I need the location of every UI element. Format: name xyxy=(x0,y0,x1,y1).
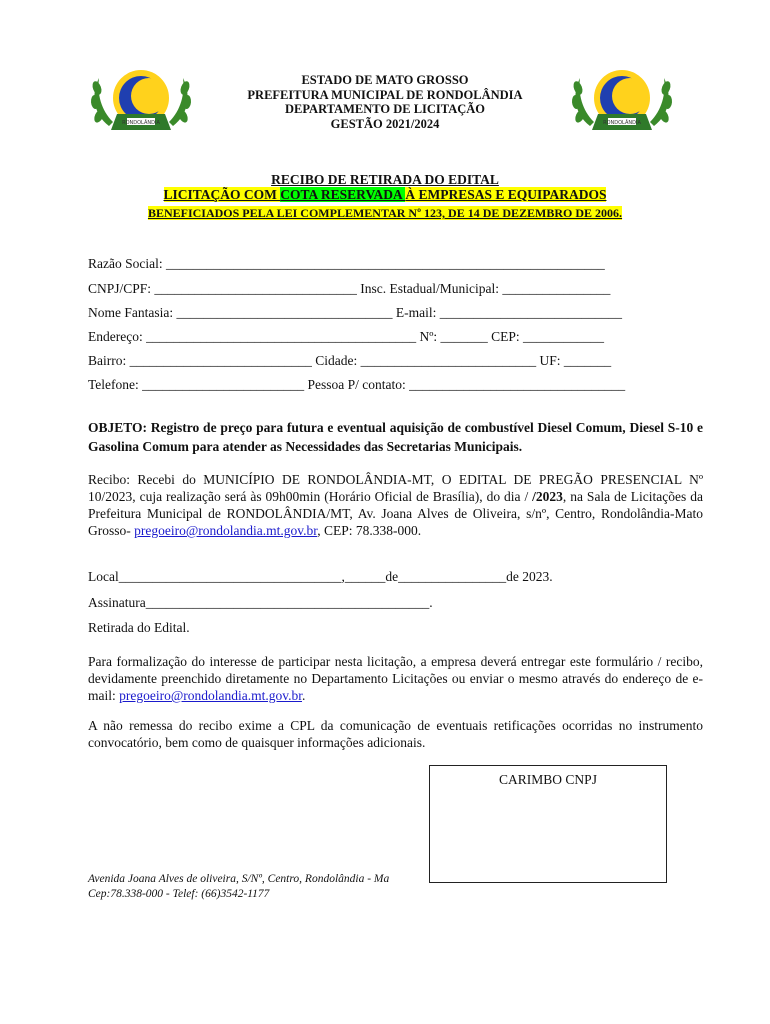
formalizacao-text: Para formalização do interesse de participar nesta licitação, a empresa deverá entregar este formulário / recibo, devidamente preenchido diretamente no Departamento Licitações ou enviar o mesmo através do endereço de e-mail: xyxy=(88,654,703,703)
recibo-part3: , CEP: 78.338-000. xyxy=(317,523,422,538)
logo-text-left: RONDOLÂNDIA xyxy=(122,120,160,126)
title-line3 xyxy=(80,206,690,221)
header-department: DEPARTAMENTO DE LICITAÇÃO xyxy=(284,102,486,116)
local-date-line[interactable]: Local_________________________________,______de________________de 2023. xyxy=(88,569,553,584)
rondolandia-logo-left xyxy=(87,64,195,140)
header-state: ESTADO DE MATO GROSSO xyxy=(301,73,469,87)
recibo-part2: , na Sala de Licitações da Prefeitura Municipal de RONDOLÂNDIA/MT, Av. Joana Alves de Oliveira, s/nº, Centro, Rondolândia-Mato Grosso- xyxy=(88,489,703,538)
assinatura-line[interactable]: Assinatura__________________________________________. xyxy=(88,595,433,610)
footer-line1: Avenida Joana Alves de oliveira, S/Nº, Centro, Rondolândia - Ma xyxy=(88,873,390,885)
field-nome-fantasia-email[interactable]: Nome Fantasia: ________________________________ E-mail: ___________________________ xyxy=(88,305,622,320)
field-telefone-contato[interactable]: Telefone: ________________________ Pessoa P/ contato: ________________________________ xyxy=(88,377,626,392)
field-endereco[interactable]: Endereço: ________________________________________ Nº: _______ CEP: ____________ xyxy=(88,329,605,344)
formalizacao-end: . xyxy=(302,688,306,703)
title-line3-text: BENEFICIADOS PELA LEI COMPLEMENTAR Nº 123, DE 14 DE DEZEMBRO DE 2006. xyxy=(147,206,623,220)
nao-remessa-paragraph: A não remessa do recibo exime a CPL da comunicação de eventuais retificações ocorridas no instrumento convocatório, bem como de quaisquer informações adicionais. xyxy=(88,718,703,750)
carimbo-cnpj-label: CARIMBO CNPJ xyxy=(499,772,597,787)
document-title xyxy=(80,172,690,188)
logo-text-right: RONDOLÂNDIA xyxy=(603,120,641,126)
title-line2 xyxy=(80,187,690,203)
carimbo-cnpj-box[interactable] xyxy=(429,765,667,883)
retirada-text: Retirada do Edital. xyxy=(88,620,190,635)
rondolandia-logo-right xyxy=(568,64,676,140)
formalizacao-paragraph xyxy=(88,653,703,704)
formalizacao-email-link[interactable]: pregoeiro@rondolandia.mt.gov.br xyxy=(119,688,303,703)
title-line2-a: LICITAÇÃO COM xyxy=(163,187,281,202)
footer-address xyxy=(88,872,389,902)
footer-line2: Cep:78.338-000 - Telef: (66)3542-1177 xyxy=(88,888,270,900)
title-line2-c: À EMPRESAS E EQUIPARADOS xyxy=(405,187,607,202)
title-main: RECIBO DE RETIRADA DO EDITAL xyxy=(271,172,499,187)
recibo-part1: Recibo: Recebi do MUNICÍPIO DE RONDOLÂNDIA-MT, O EDITAL DE PREGÃO PRESENCIAL Nº 10/2023, cuja realização será às 09h00min (Horário Oficial de Brasília), do dia / xyxy=(88,472,703,504)
recibo-paragraph xyxy=(88,471,703,539)
document-header xyxy=(200,73,570,131)
recibo-email-link[interactable]: pregoeiro@rondolandia.mt.gov.br xyxy=(134,523,318,538)
objeto-paragraph: OBJETO: Registro de preço para futura e eventual aquisição de combustível Diesel Comum, Diesel S-10 e Gasolina Comum para atender as Necessidades das Secretarias Municipais. xyxy=(88,420,703,454)
recibo-date-year: /2023 xyxy=(532,489,563,504)
header-prefeitura: PREFEITURA MUNICIPAL DE RONDOLÂNDIA xyxy=(247,87,523,102)
field-bairro-cidade-uf[interactable]: Bairro: ___________________________ Cidade: __________________________ UF: _______ xyxy=(88,353,612,368)
field-razao-social[interactable]: Razão Social: _________________________________________________________________ xyxy=(88,256,605,271)
header-gestao: GESTÃO 2021/2024 xyxy=(330,116,440,131)
field-cnpj-insc[interactable]: CNPJ/CPF: ______________________________ Insc. Estadual/Municipal: ________________ xyxy=(88,281,611,296)
title-line2-cota: COTA RESERVADA xyxy=(280,187,406,202)
